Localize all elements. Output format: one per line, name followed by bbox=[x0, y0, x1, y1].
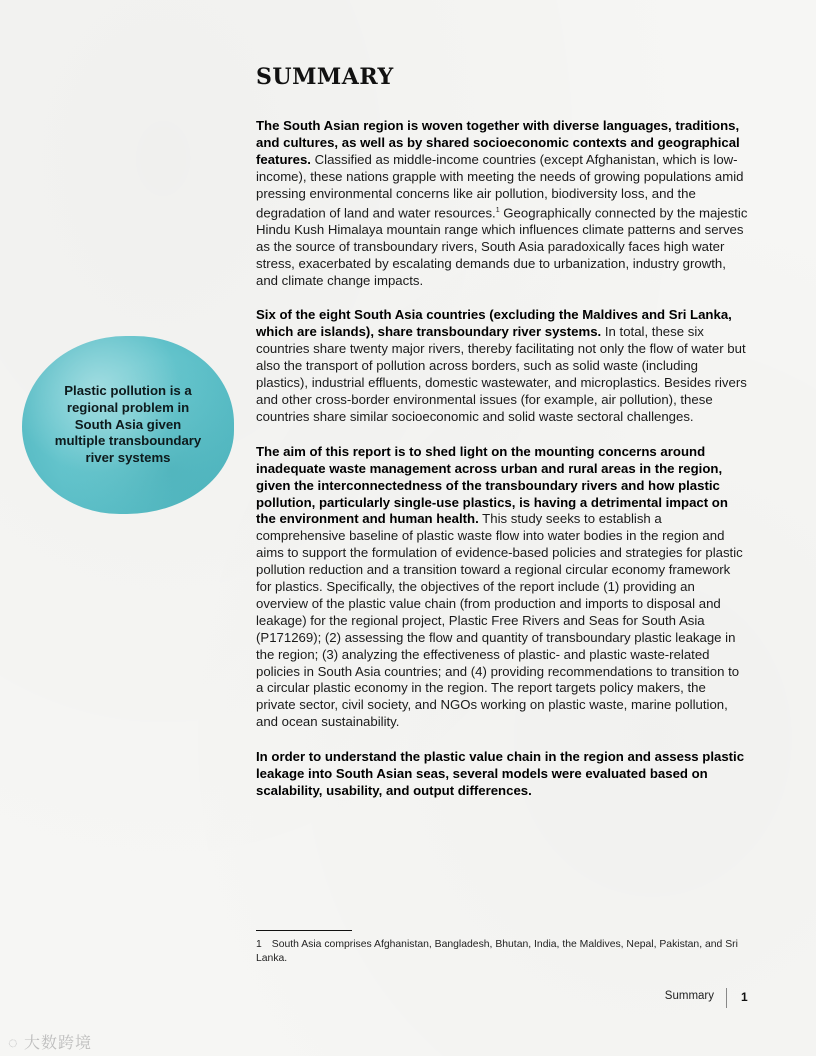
pull-quote-circle bbox=[22, 336, 234, 514]
pull-quote-text: Plastic pollution is a regional problem in South Asia given multiple transboundary river systems bbox=[54, 382, 202, 466]
page-title: SUMMARY bbox=[256, 64, 394, 90]
watermark-icon: ◌ bbox=[8, 1035, 19, 1052]
watermark-logo bbox=[8, 1030, 92, 1053]
paragraph-1-text-a: Classified as middle-income countries (except Afghanistan, which is low-income), these nations grapple with meeting the needs of growing populations amid pressing environmental concerns like air pollution, biodiversity loss, and the degradation of land and water resources. bbox=[256, 151, 744, 220]
footnote-ref-1[interactable]: 1 bbox=[495, 206, 500, 214]
paragraph-3-lead: The aim of this report is to shed light on the mounting concerns around inadequate waste management across urban and rural areas in the region, given the interconnectedness of the transboundary rivers and how plastic pollution, particularly single-use plastics, is having a detrimental impact on the environment and human health. bbox=[256, 443, 728, 527]
paragraph-4 bbox=[256, 749, 748, 800]
paragraph-2 bbox=[256, 307, 748, 425]
footer-section-label: Summary bbox=[664, 990, 714, 1002]
footnote bbox=[256, 938, 748, 965]
page-number: 1 bbox=[741, 990, 748, 1004]
paragraph-3-text: This study seeks to establish a comprehensive baseline of plastic waste flow into water bodies in the region and aims to support the formulation of evidence-based policies and strategies for plastic pollution reduction and a transition toward a regional circular economy framework for plastics. Specifically, the objectives of the report include (1) providing an overview of the plastic value chain (from production and imports to disposal and leakage) for the regional project, Plastic Free Rivers and Seas for South Asia (P171269); (2) assessing the flow and quantity of transboundary plastic leakage in the region; (3) analyzing the effectiveness of plastic- and plastic waste-related policies in South Asia countries; and (4) providing recommendations to transition to a circular plastic economy in the region. The report targets policy makers, the private sector, civil society, and NGOs working on plastic waste, marine pollution, and ocean sustainability. bbox=[256, 511, 743, 730]
paragraph-1-text-b: Geographically connected by the majestic Hindu Kush Himalaya mountain range which influences climate patterns and serves as the source of transboundary rivers, South Asia paradoxically faces high water stress, exacerbated by escalating demands due to urbanization, industry growth, and climate change impacts. bbox=[256, 204, 748, 288]
paragraph-1-lead: The South Asian region is woven together with diverse languages, traditions, and cultures, as well as by shared socioeconomic contexts and geographical features. bbox=[256, 118, 740, 167]
paragraph-4-lead: In order to understand the plastic value chain in the region and assess plastic leakage into South Asian seas, several models were evaluated based on scalability, usability, and output differences. bbox=[256, 749, 745, 799]
footnote-divider bbox=[256, 930, 352, 931]
footnote-number: 1 bbox=[256, 939, 262, 950]
body-text bbox=[256, 118, 748, 800]
footer-divider bbox=[726, 988, 727, 1008]
footnote-text: South Asia comprises Afghanistan, Bangladesh, Bhutan, India, the Maldives, Nepal, Pakistan, and Sri Lanka. bbox=[256, 939, 738, 964]
paragraph-2-lead: Six of the eight South Asia countries (excluding the Maldives and Sri Lanka, which are islands), share transboundary river systems. bbox=[256, 307, 732, 340]
paragraph-2-text: In total, these six countries share twenty major rivers, thereby facilitating not only the flow of water but also the transport of pollution across borders, such as solid waste (including plastics), industrial effluents, domestic wastewater, and microplastics. Besides rivers and other cross-border environmental issues (for example, air pollution), these countries share similar socioeconomic and solid waste sectoral challenges. bbox=[256, 324, 747, 424]
paragraph-3 bbox=[256, 444, 748, 731]
watermark-text: 大数跨境 bbox=[23, 1035, 92, 1052]
paragraph-1 bbox=[256, 118, 748, 289]
